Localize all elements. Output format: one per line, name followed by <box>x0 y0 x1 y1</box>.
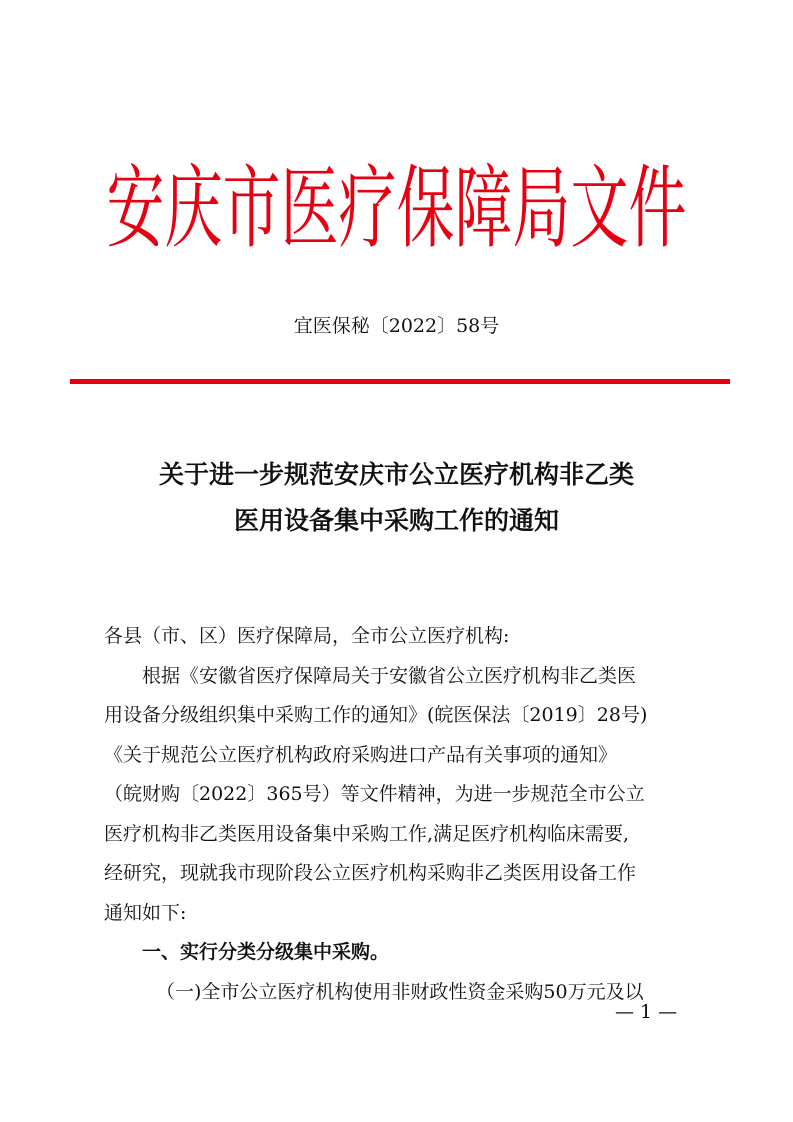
paragraph-line: 经研究，现就我市现阶段公立医疗机构采购非乙类医用设备工作 <box>104 862 637 884</box>
salutation: 各县（市、区）医疗保障局，全市公立医疗机构: <box>104 625 510 647</box>
section-heading: 一、实行分类分级集中采购。 <box>142 941 390 963</box>
title-line-1: 关于进一步规范安庆市公立医疗机构非乙类 <box>158 460 634 489</box>
document-title <box>0 452 793 544</box>
issuer-heading: 安庆市医疗保障局文件 <box>106 155 687 261</box>
document-body <box>104 617 704 1012</box>
section-item: （一)全市公立医疗机构使用非财政性资金采购50万元及以 <box>156 980 644 1003</box>
paragraph-line: 根据《安徽省医疗保障局关于安徽省公立医疗机构非乙类医 <box>142 664 637 687</box>
paragraph-line: 用设备分级组织集中采购工作的通知》(皖医保法〔2019〕28号) <box>104 704 648 726</box>
title-line-2: 医用设备集中采购工作的通知 <box>233 506 559 535</box>
document-number: 宜医保秘〔2022〕58号 <box>293 315 500 337</box>
paragraph-line: （皖财购〔2022〕365号）等文件精神，为进一步规范全市公立 <box>104 783 645 805</box>
paragraph-line: 医疗机构非乙类医用设备集中采购工作,满足医疗机构临床需要, <box>104 822 630 845</box>
red-separator-line <box>70 379 730 384</box>
paragraph-line: 《关于规范公立医疗机构政府采购进口产品有关事项的通知》 <box>104 743 618 766</box>
page-number: — 1 — <box>615 1001 678 1023</box>
paragraph-line: 通知如下: <box>104 901 187 924</box>
